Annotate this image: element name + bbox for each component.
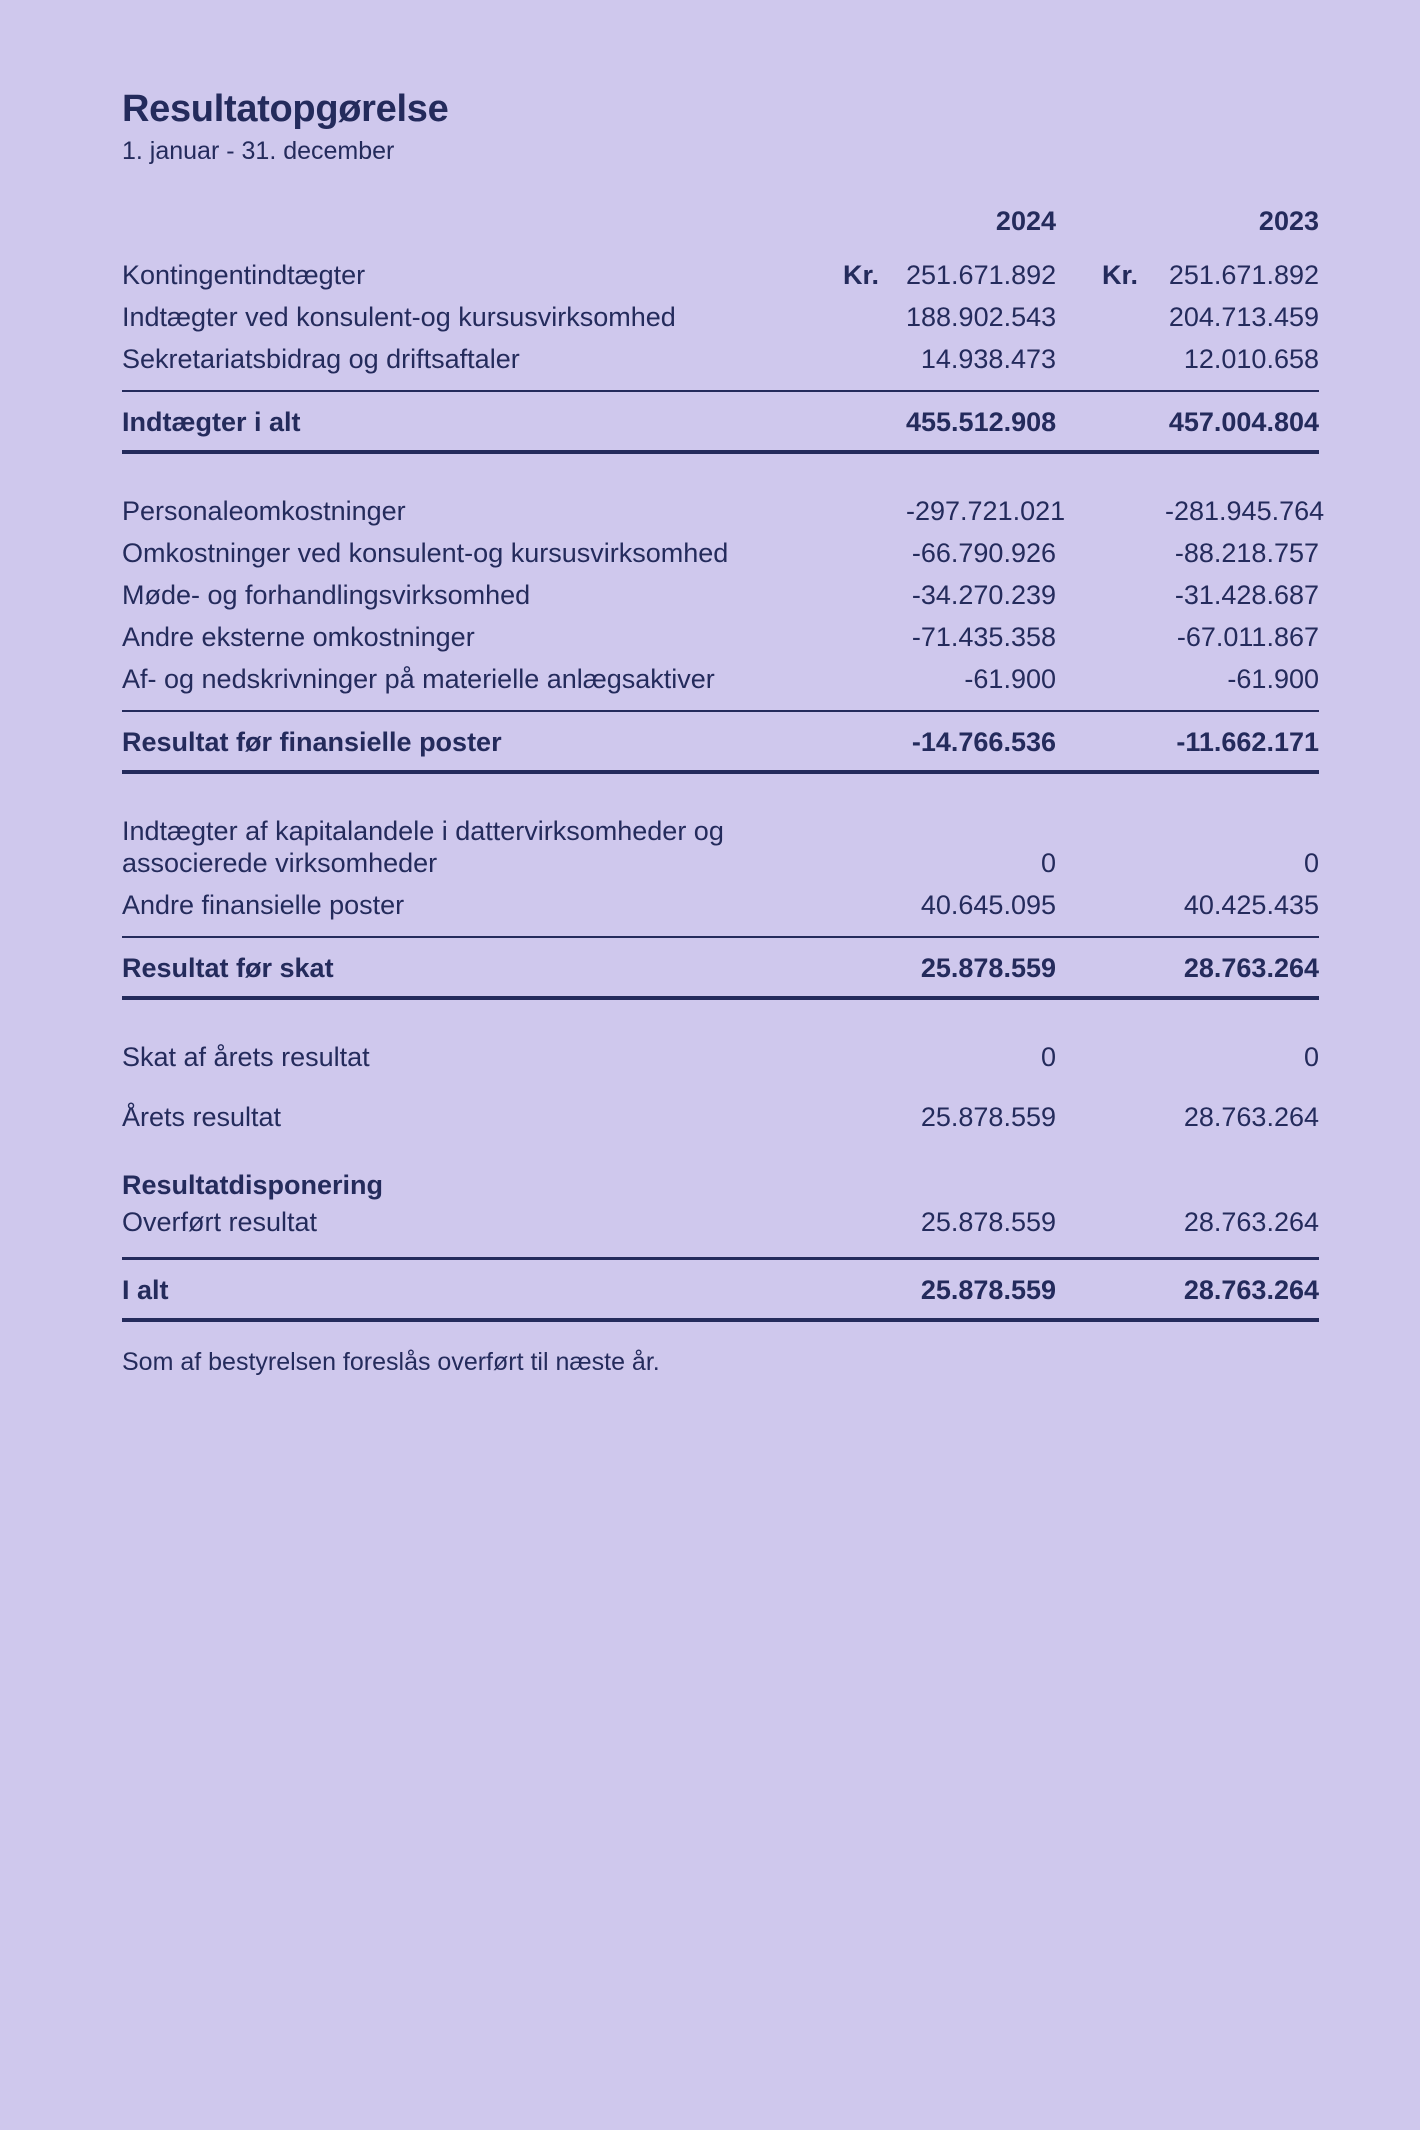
currency-label: Kr. <box>843 259 880 290</box>
value-2023: 28.763.264 <box>1183 952 1319 983</box>
total-row <box>122 392 1319 450</box>
table-row <box>122 810 1319 884</box>
value-2023: 251.671.892 <box>1168 259 1319 290</box>
row-label: Resultat før finansielle poster <box>122 726 502 757</box>
value-2024: -297.721.021 <box>906 495 1066 526</box>
value-2024: -71.435.358 <box>911 621 1056 652</box>
row-label: Af- og nedskrivninger på materielle anlægsaktiver <box>122 663 715 694</box>
value-2023: -67.011.867 <box>1176 621 1319 652</box>
section-costs <box>122 490 1325 774</box>
row-label: Andre finansielle poster <box>122 889 405 920</box>
row-label: Andre eksterne omkostninger <box>122 621 475 652</box>
value-2023: -11.662.171 <box>1176 726 1319 757</box>
value-2023: -61.900 <box>1227 663 1319 694</box>
table-row <box>122 884 1319 926</box>
table-header-row <box>122 200 1319 242</box>
value-2023: 12.010.658 <box>1183 343 1319 374</box>
row-label: Personaleomkostninger <box>122 495 406 526</box>
value-2024: 251.671.892 <box>906 259 1057 290</box>
row-label: Resultat før skat <box>122 952 334 983</box>
value-2024: -14.766.536 <box>911 726 1056 757</box>
value-2024: 0 <box>1040 1041 1056 1072</box>
value-2023: 28.763.264 <box>1183 1206 1319 1237</box>
value-2023: 204.713.459 <box>1168 301 1319 332</box>
divider-thick <box>122 1318 1319 1322</box>
row-label: Indtægter ved konsulent-og kursusvirksomhed <box>122 301 676 332</box>
value-2023: -31.428.687 <box>1174 579 1319 610</box>
row-label: Overført resultat <box>122 1206 318 1237</box>
value-2023: 457.004.804 <box>1168 406 1319 437</box>
row-label: Resultatdisponering <box>122 1169 384 1200</box>
divider-thick <box>122 996 1319 1000</box>
total-row <box>122 712 1319 770</box>
table-row <box>122 254 1319 296</box>
currency-label: Kr. <box>1102 259 1139 290</box>
value-2024: 14.938.473 <box>920 343 1056 374</box>
table-row <box>122 658 1319 700</box>
page-subtitle: 1. januar - 31. december <box>122 136 395 165</box>
value-2024: -34.270.239 <box>911 579 1056 610</box>
table-row <box>122 1096 1319 1138</box>
value-2023: 0 <box>1303 847 1319 878</box>
row-label: I alt <box>122 1274 169 1305</box>
row-label: Sekretariatsbidrag og driftsaftaler <box>122 343 520 374</box>
section-income <box>122 254 1319 454</box>
value-2024: 188.902.543 <box>906 301 1057 332</box>
value-2024: 455.512.908 <box>906 406 1057 437</box>
divider-thick <box>122 770 1319 774</box>
table-row <box>122 616 1319 658</box>
table-row <box>122 1201 1319 1243</box>
row-label: Årets resultat <box>122 1101 282 1132</box>
value-2024: -66.790.926 <box>911 537 1056 568</box>
income-statement-table <box>122 200 1325 1377</box>
value-2024: 40.645.095 <box>920 889 1056 920</box>
table-row <box>122 574 1319 616</box>
table-row <box>122 532 1319 574</box>
value-2024: 25.878.559 <box>920 952 1056 983</box>
section-heading-row <box>122 1164 1319 1201</box>
row-label: Indtægter i alt <box>122 406 301 437</box>
footnote: Som af bestyrelsen foreslås overført til næste år. <box>122 1347 660 1376</box>
value-2024: 25.878.559 <box>920 1274 1056 1305</box>
total-row <box>122 938 1319 996</box>
total-row <box>122 1260 1319 1318</box>
value-2023: 0 <box>1303 1041 1319 1072</box>
row-label: Møde- og forhandlingsvirksomhed <box>122 579 531 610</box>
row-label: Skat af årets resultat <box>122 1041 370 1072</box>
table-row <box>122 296 1319 338</box>
table-row <box>122 338 1319 380</box>
section-financial <box>122 810 1319 1000</box>
value-2024: 25.878.559 <box>920 1206 1056 1237</box>
value-2024: -61.900 <box>964 663 1056 694</box>
value-2024: 25.878.559 <box>920 1101 1056 1132</box>
value-2023: -88.218.757 <box>1174 537 1319 568</box>
value-2024: 0 <box>1040 847 1056 878</box>
table-row <box>122 1036 1319 1078</box>
value-2023: 28.763.264 <box>1183 1274 1319 1305</box>
page-title: Resultatopgørelse <box>122 88 449 130</box>
row-label: Indtægter af kapitalandele i dattervirksomheder og associerede virksomheder <box>122 815 724 878</box>
column-header-2023: 2023 <box>1258 205 1319 236</box>
row-label: Kontingentindtægter <box>122 259 366 290</box>
value-2023: -281.945.764 <box>1165 495 1325 526</box>
column-header-2024: 2024 <box>995 205 1056 236</box>
row-label: Omkostninger ved konsulent-og kursusvirksomhed <box>122 537 729 568</box>
value-2023: 28.763.264 <box>1183 1101 1319 1132</box>
table-row <box>122 490 1325 532</box>
value-2023: 40.425.435 <box>1183 889 1319 920</box>
divider-thick <box>122 450 1319 454</box>
